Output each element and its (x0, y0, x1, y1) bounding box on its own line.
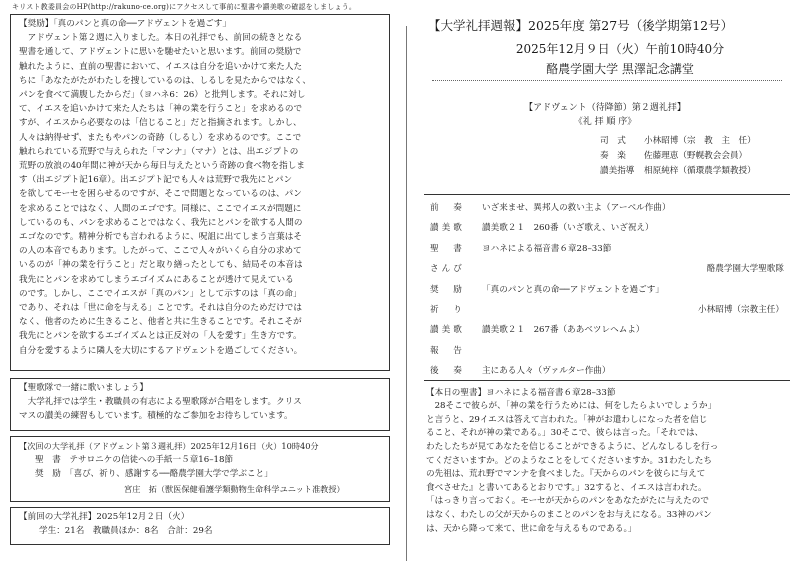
exhortation-line: 我先にとパンを求めてしまうエゴイズムにあることが透けて見えている (19, 274, 294, 285)
order-label: 讃美歌 (430, 325, 465, 336)
scripture-line: と言うと、29イエスは答えて言われた。「神がお遣わしになった者を信じ (426, 414, 708, 425)
scripture-line: 28そこで彼らが、「神の業を行うためには、何をしたらよいでしょうか」 (434, 401, 717, 412)
header-divider (432, 80, 782, 81)
order-item (430, 361, 786, 381)
exhortation-box (10, 14, 390, 371)
staff-name: 小林昭博（宗 教 主 任） (644, 136, 756, 146)
exhortation-line: の人の本音でもあります。したがって、ここで人々がいくら自分の求めて (19, 246, 302, 257)
scripture-line: ること、それが神の業である。」30そこで、彼らは言った。「それでは、 (426, 428, 704, 439)
choir-line-2: マスの讃美の練習もしています。積極的なご参加をお待ちしています。 (19, 411, 293, 422)
order-item (430, 320, 786, 340)
exhortation-line: す（出エジプト記16章）。出エジプト記でも人々は荒野で我先にとパン (19, 175, 293, 186)
previous-service-attendance: 学生：21名 教職員ほか：8名 合計：29名 (39, 526, 213, 537)
staff-list (600, 134, 790, 176)
next-service-speaker: 宮庄 拓（獣医保健看護学類動物生命科学ユニット准教授） (124, 483, 345, 494)
scripture-line: てくださいますか。どのようなことをしてくださいますか。31わたしたち (426, 455, 712, 466)
service-venue: 酪農学園大学 黒澤記念講堂 (546, 62, 694, 76)
staff-name: 佐藤理恵（野幌教会会員） (644, 151, 748, 161)
order-label: 讃美歌 (430, 223, 465, 234)
order-text (468, 346, 482, 356)
order-label: 祈 り (430, 304, 465, 315)
next-service-box (10, 436, 390, 502)
website-notice: キリスト教委員会のHP(http://rakuno-ce.org)にアクセスして事前に聖書や讃美歌の確認をしましょう。 (12, 3, 357, 11)
scripture-text (426, 400, 788, 536)
staff-role: 讃美指導 (600, 166, 635, 176)
scripture-heading: 【本日の聖書】ヨハネによる福音書６章28–33節 (426, 388, 616, 398)
choir-box (10, 378, 390, 431)
order-text: 「真のパンと真の命──アドヴェントを過ごす」 (482, 284, 664, 295)
exhortation-line: 我先にとパンを欲するエゴイズムとは正反対の「人を愛す」生き方です。 (19, 331, 302, 342)
order-text: 主にある人々（ヴァルター作曲） (482, 366, 611, 377)
next-service-scripture: 聖 書 テサロニケの信徒への手紙一５章16–18節 (35, 455, 234, 466)
exhortation-line: のです。しかし、ここでイエスが「真のパン」として示すのは「真の命」 (19, 288, 302, 299)
order-label: さんび (430, 264, 465, 275)
staff-hymn-leader (600, 164, 790, 176)
order-top-rule (424, 194, 790, 195)
staff-organist (600, 149, 790, 161)
exhortation-line: エゴなのです。精神分析でも言われるように、呪詛に出てしまう言葉はそ (19, 232, 302, 243)
order-item (430, 280, 786, 300)
program-subtitle: 《礼 拝 順 序》 (573, 117, 637, 127)
previous-service-heading: 【前回の大学礼拝】2025年12月２日（火） (19, 512, 190, 522)
order-item (430, 218, 786, 238)
exhortation-line: 触れたように、直前の聖書において、イエスは自分を追いかけて来た人た (19, 61, 303, 72)
order-item (430, 239, 786, 259)
scripture-line: はなく、わたしの父が天からのまことのパンをお与えになる。33神のパン (426, 509, 712, 520)
exhortation-line: 人々は納得せず、またもやパンの奇跡（しるし）を求めるのです。ここで (19, 132, 302, 143)
choir-line-1: 大学礼拝では学生・教職員の有志による聖歌隊が合唱をします。クリス (27, 397, 302, 408)
exhortation-line: アドヴェント第２週に入りました。本日の礼拝でも、前回の続きとなる (27, 33, 303, 44)
scripture-line: は、天から降って来て、世に命を与えるものである。」 (426, 523, 637, 534)
exhortation-line: 荒野の放浪の40年間に神が天から毎日与えたという奇跡の食べ物を指しま (19, 161, 305, 172)
order-text: 讃美歌２１ 267番（ああベツレヘムよ） (482, 325, 645, 336)
order-label: 報 告 (430, 345, 465, 356)
scripture-line: 「はっきり言っておく。モーセが天からのパンをあなたがたに与えたので (426, 496, 709, 507)
exhortation-line: いるのが「神の業を行うこと」だと取り繕ったとしても、結局その本音は (19, 260, 303, 271)
next-service-sermon: 奨 励 「喜び、祈り、感謝する──酪農学園大学で学ぶこと」 (35, 469, 273, 480)
exhortation-line: であり、それは「世に命を与える」ことです。それは自分のためだけでは (19, 303, 302, 314)
exhortation-line: 自分を愛するように隣人を大切にするアドヴェントを過ごしてください。 (19, 345, 303, 356)
exhortation-text (19, 31, 383, 358)
previous-service-box (10, 507, 390, 545)
order-item (430, 259, 786, 279)
exhortation-line: て、イエスを追いかけて来た人たちは「神の業を行うこと」を求めるので (19, 104, 303, 115)
order-bottom-rule (424, 380, 790, 381)
exhortation-line: しているのも、パンを求めることではなく、我先にとパンを欲する人間の (19, 217, 303, 228)
order-item (430, 341, 786, 361)
scripture-line: の先祖は、荒れ野でマンナを食べました。『天からのパンを彼らに与えて (426, 469, 706, 480)
order-label: 聖 書 (430, 243, 465, 254)
program-title: 【アドヴェント（待降節）第２週礼拝】 (524, 103, 686, 113)
order-label: 前 奏 (430, 203, 465, 213)
staff-role: 司 式 (600, 136, 626, 146)
exhortation-line: なく、他者のために生きること、他者と共に生きることです。それこそが (19, 317, 302, 328)
order-text (468, 305, 482, 315)
scripture-section (426, 386, 788, 536)
bulletin-title: 【大学礼拝週報】2025年度 第27号（後学期第12号） (428, 18, 734, 33)
exhortation-line: を欲してモーセを困らせるのですが、そこで問題となっているのは、パン (19, 189, 302, 200)
choir-heading: 【聖歌隊で一緒に歌いましょう】 (19, 383, 148, 393)
exhortation-line: ちに「あなたがたがわたしを捜しているのは、しるしを見たからではなく、 (19, 75, 311, 86)
staff-presider (600, 134, 790, 146)
order-item (430, 198, 786, 218)
order-of-service (430, 198, 786, 382)
order-label: 後 奏 (430, 366, 465, 377)
exhortation-line: パンを食べて満腹したからだ」（ヨハネ6：26）と批判します。それに対し (19, 90, 306, 101)
staff-role: 奏 楽 (600, 151, 626, 161)
exhortation-line: 聖書を通して、アドヴェントに思いを馳せたいと思います。前回の奨励で (19, 47, 302, 58)
order-item (430, 300, 786, 320)
service-datetime: 2025年12月９日（火）午前10時40分 (515, 42, 725, 56)
order-text: いざ来ませ、異邦人の救い主よ（アーベル作曲） (482, 203, 671, 213)
order-text: ヨハネによる福音書６章28–33節 (482, 243, 612, 254)
exhortation-line: すが、イエスから必要なのは「信じること」だと指摘されます。しかし、 (19, 118, 302, 129)
exhortation-line: 触れられている荒野で与えられた「マンナ」（マナ）とは、出エジプトの (19, 146, 299, 157)
order-label: 奨 励 (430, 284, 465, 295)
staff-name: 相原純梓（循環農学類教授） (644, 166, 756, 176)
order-right: 小林昭博（宗教主任） (698, 304, 784, 315)
exhortation-line: を求めることではなく、人間のエゴです。同様に、ここでイエスが問題に (19, 203, 302, 214)
exhortation-heading: 【奨励】「真のパンと真の命──アドヴェントを過ごす」 (19, 19, 231, 29)
scripture-line: わたしたちが見てあなたを信じることができるように、どんなしるしを行っ (426, 441, 719, 452)
column-divider (406, 26, 407, 561)
next-service-heading: 【次回の大学礼拝（アドヴェント第３週礼拝）2025年12月16日（火）10時40分 (19, 441, 319, 451)
order-text (468, 264, 482, 274)
order-text: 讃美歌２１ 260番（いざ歌え、いざ祝え） (482, 223, 654, 234)
order-right: 酪農学園大学聖歌隊 (706, 264, 784, 275)
scripture-line: 食べさせた』と書いてあるとおりです。」32すると、イエスは言われた。 (426, 482, 707, 493)
